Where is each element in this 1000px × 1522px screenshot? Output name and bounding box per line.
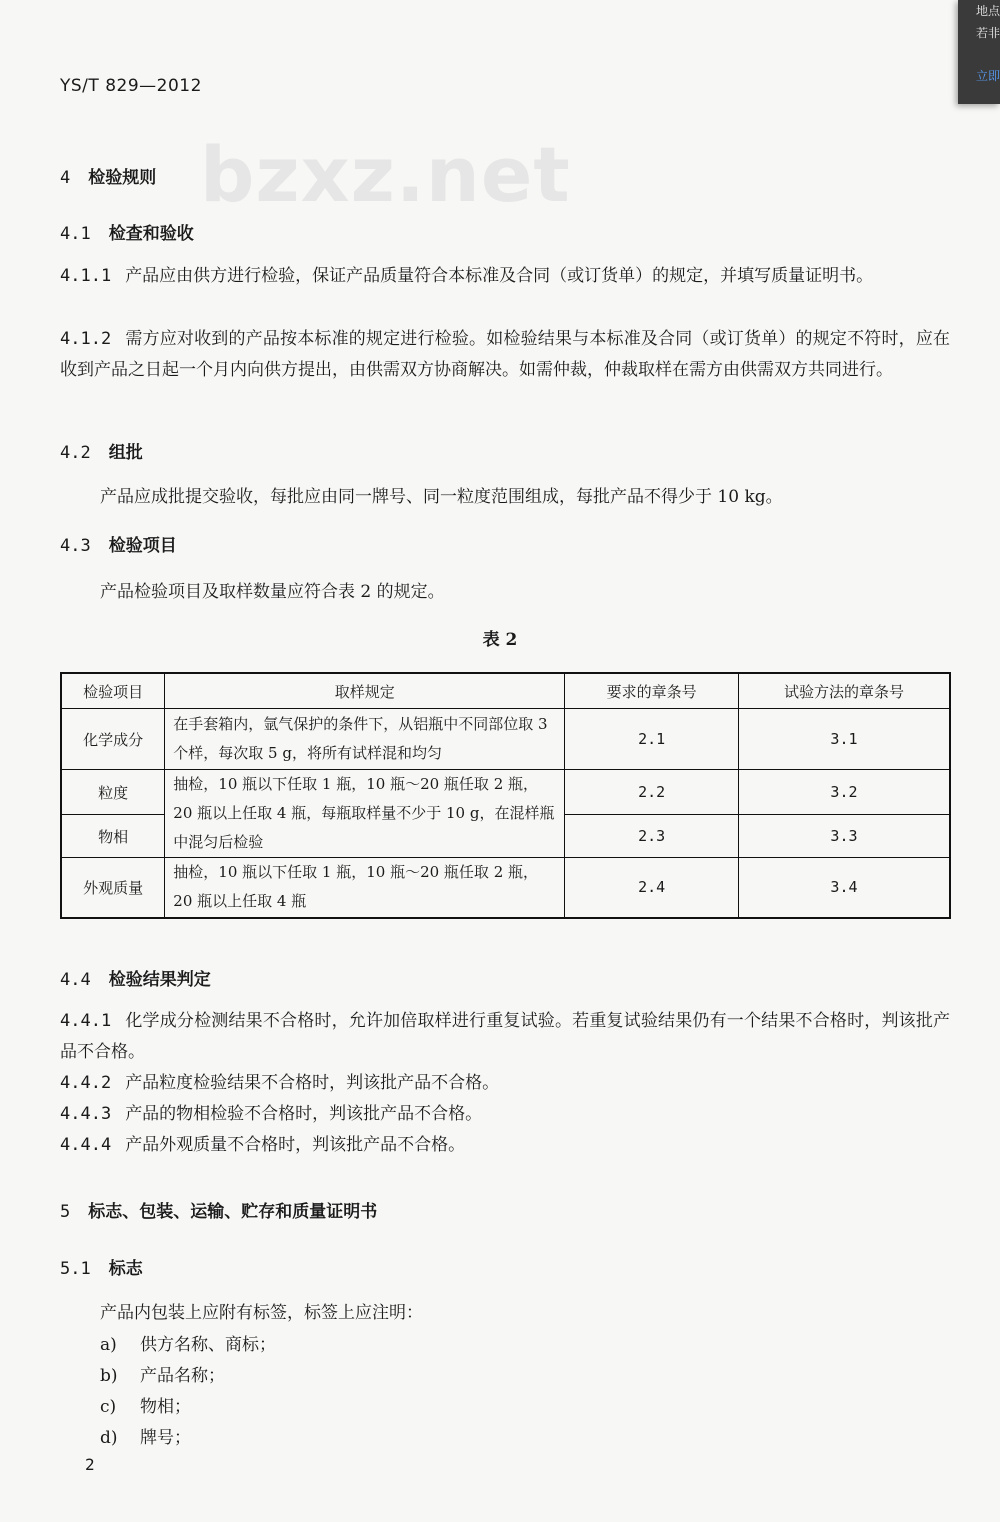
section-number: 4.1 — [60, 224, 91, 244]
section-4-1-heading — [60, 219, 194, 244]
popup-link[interactable]: 立即 — [976, 69, 1000, 83]
table-row — [61, 770, 950, 815]
clause-text: 产品粒度检验结果不合格时，判该批产品不合格。 — [125, 1073, 500, 1093]
section-number: 5.1 — [60, 1259, 91, 1279]
list-item — [100, 1330, 276, 1355]
list-text: 牌号； — [140, 1428, 191, 1448]
clause-number: 4.4.3 — [60, 1104, 112, 1124]
table-cell-item: 外观质量 — [61, 858, 165, 918]
clause-text: 产品的物相检验不合格时，判该批产品不合格。 — [125, 1104, 483, 1124]
popup-text-line: 地点 — [976, 4, 1000, 18]
clause-text: 化学成分检测结果不合格时，允许加倍取样进行重复试验。若重复试验结果仍有一个结果不合格时，判该批产品不合格。 — [60, 1011, 950, 1062]
clause-number: 4.4.2 — [60, 1073, 112, 1093]
table-cell-sampling: 在手套箱内，氩气保护的条件下，从铝瓶中不同部位取 3 个样，每次取 5 g，将所有试样混和均匀 — [165, 709, 565, 770]
clause-number: 4.1.2 — [60, 329, 112, 349]
table-header-cell: 试验方法的章条号 — [738, 673, 950, 709]
table-cell-sampling: 抽检，10 瓶以下任取 1 瓶，10 瓶～20 瓶任取 2 瓶，20 瓶以上任取 4 瓶 — [165, 858, 565, 918]
clause-4-1-1 — [60, 261, 950, 292]
table-cell-method: 3.4 — [738, 858, 950, 918]
table-cell-item: 粒度 — [61, 770, 165, 815]
table-row — [61, 858, 950, 918]
table-cell-item: 化学成分 — [61, 709, 165, 770]
clause-4-1-2 — [60, 324, 950, 386]
list-label: c) — [100, 1397, 117, 1417]
table-header-cell: 取样规定 — [165, 673, 565, 709]
list-text: 物相； — [140, 1397, 191, 1417]
list-item — [100, 1361, 225, 1386]
page-number: 2 — [85, 1455, 95, 1474]
list-text: 产品名称； — [140, 1366, 225, 1386]
section-title: 检验项目 — [108, 536, 177, 556]
section-number: 5 — [60, 1202, 71, 1222]
notification-popup[interactable] — [958, 0, 1000, 104]
table-cell-req: 2.2 — [565, 770, 739, 815]
clause-number: 4.4.1 — [60, 1011, 112, 1031]
section-5-1-heading — [60, 1254, 143, 1279]
paragraph-4-3: 产品检验项目及取样数量应符合表 2 的规定。 — [100, 582, 445, 602]
list-label: d) — [100, 1428, 118, 1448]
clause-4-4-3 — [60, 1099, 950, 1130]
table-cell-req: 2.4 — [565, 858, 739, 918]
table-cell-item: 物相 — [61, 815, 165, 858]
table-cell-method: 3.2 — [738, 770, 950, 815]
section-number: 4.4 — [60, 970, 91, 990]
table-cell-sampling: 抽检，10 瓶以下任取 1 瓶，10 瓶～20 瓶任取 2 瓶，20 瓶以上任取 4 瓶，每瓶取样量不少于 10 g，在混样瓶中混匀后检验 — [165, 770, 565, 858]
table-header-row — [61, 673, 950, 709]
list-label: b) — [100, 1366, 118, 1386]
section-title: 组批 — [108, 443, 143, 463]
section-title: 标志 — [108, 1259, 143, 1279]
table-cell-method: 3.3 — [738, 815, 950, 858]
list-item — [100, 1392, 191, 1417]
clause-number: 4.1.1 — [60, 266, 112, 286]
table-header-cell: 检验项目 — [61, 673, 165, 709]
clause-text: 需方应对收到的产品按本标准的规定进行检验。如检验结果与本标准及合同（或订货单）的规定不符时，应在收到产品之日起一个月内向供方提出，由供需双方协商解决。如需仲裁，仲裁取样在需方由供需双方共同进行。 — [60, 329, 950, 380]
table-cell-method: 3.1 — [738, 709, 950, 770]
clause-4-4-4 — [60, 1130, 950, 1161]
paragraph-5-1: 产品内包装上应附有标签，标签上应注明： — [100, 1303, 423, 1323]
clause-4-4-1 — [60, 1006, 950, 1068]
section-title: 检验结果判定 — [108, 970, 211, 990]
clause-text: 产品应由供方进行检验，保证产品质量符合本标准及合同（或订货单）的规定，并填写质量证明书。 — [125, 266, 874, 286]
section-title: 检验规则 — [88, 168, 157, 188]
section-title: 检查和验收 — [108, 224, 194, 244]
clause-4-4-2 — [60, 1068, 950, 1099]
table-cell-req: 2.3 — [565, 815, 739, 858]
standard-code: YS/T 829—2012 — [60, 76, 202, 96]
clause-text: 产品外观质量不合格时，判该批产品不合格。 — [125, 1135, 466, 1155]
section-4-2-heading — [60, 438, 143, 463]
section-number: 4.3 — [60, 536, 91, 556]
watermark-logo: bzxz.net — [200, 130, 571, 219]
section-5-heading — [60, 1197, 377, 1222]
section-number: 4 — [60, 168, 71, 188]
table-caption: 表 2 — [482, 630, 518, 650]
table-cell-req: 2.1 — [565, 709, 739, 770]
section-4-3-heading — [60, 531, 177, 556]
section-number: 4.2 — [60, 443, 91, 463]
list-item — [100, 1423, 191, 1448]
list-label: a) — [100, 1335, 117, 1355]
section-title: 标志、包装、运输、贮存和质量证明书 — [88, 1202, 378, 1222]
inspection-table — [60, 672, 951, 919]
paragraph-4-2: 产品应成批提交验收，每批应由同一牌号、同一粒度范围组成，每批产品不得少于 10 kg。 — [100, 487, 783, 507]
table-header-cell: 要求的章条号 — [565, 673, 739, 709]
popup-text-line: 若非 — [976, 26, 1000, 40]
list-text: 供方名称、商标； — [140, 1335, 276, 1355]
table-row — [61, 709, 950, 770]
clause-number: 4.4.4 — [60, 1135, 112, 1155]
section-4-4-heading — [60, 965, 211, 990]
section-4-heading — [60, 163, 156, 188]
